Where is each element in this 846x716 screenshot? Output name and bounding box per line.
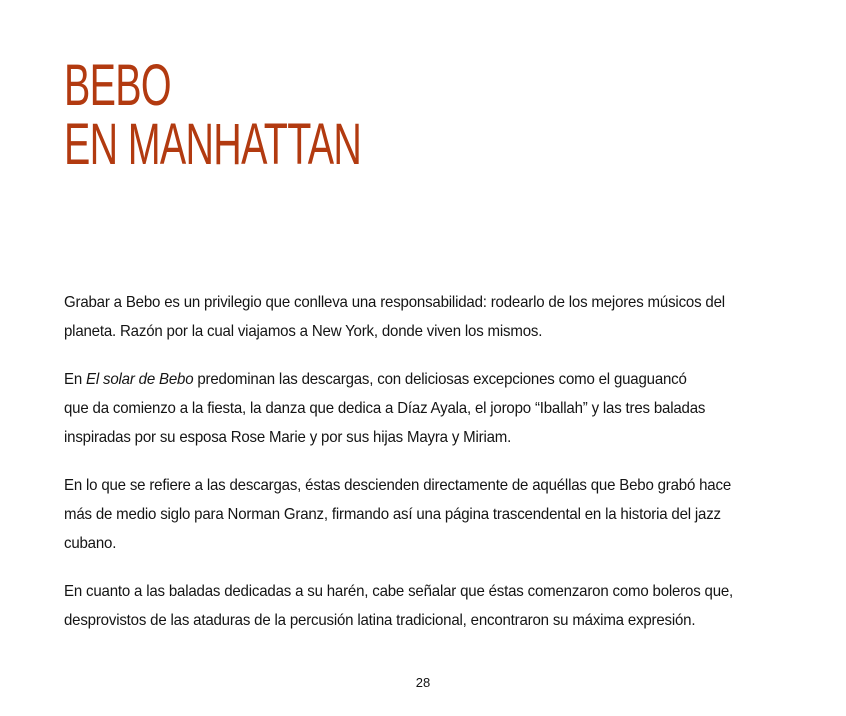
- paragraph-2-line-2: que da comienzo a la fiesta, la danza que dedica a Díaz Ayala, el joropo “Iballah” y las tres baladas: [64, 400, 706, 417]
- paragraph-3-line-3: cubano.: [64, 535, 117, 552]
- paragraph-4: [64, 577, 760, 635]
- paragraph-3: [64, 471, 760, 558]
- paragraph-3-line-2: más de medio siglo para Norman Granz, firmando así una página trascendental en la historia del jazz: [64, 506, 721, 523]
- paragraph-1-line-2: planeta. Razón por la cual viajamos a New York, donde viven los mismos.: [64, 323, 543, 340]
- title-line-2: EN MANHATTAN: [64, 112, 362, 177]
- paragraph-4-line-1: En cuanto a las baladas dedicadas a su harén, cabe señalar que éstas comenzaron como boleros que,: [64, 583, 734, 600]
- paragraph-4-line-2: desprovistos de las ataduras de la percusión latina tradicional, encontraron su máxima expresión.: [64, 612, 696, 629]
- paragraph-2-line-1-start: En: [64, 371, 87, 388]
- page-title: [64, 53, 362, 177]
- paragraph-1: [64, 288, 760, 346]
- paragraph-2-line-1: [64, 365, 760, 394]
- album-title: El solar de Bebo: [86, 371, 194, 388]
- paragraph-1-line-1: Grabar a Bebo es un privilegio que conlleva una responsabilidad: rodearlo de los mejores músicos del: [64, 294, 725, 311]
- paragraph-2: [64, 365, 760, 452]
- paragraph-2-line-3: inspiradas por su esposa Rose Marie y por sus hijas Mayra y Miriam.: [64, 429, 512, 446]
- paragraph-2-line-1-end: predominan las descargas, con deliciosas excepciones como el guaguancó: [193, 371, 687, 388]
- page-number: 28: [415, 675, 431, 690]
- body-text: [64, 288, 804, 654]
- paragraph-3-line-1: En lo que se refiere a las descargas, éstas descienden directamente de aquéllas que Bebo grabó hace: [64, 477, 732, 494]
- title-line-1: BEBO: [64, 53, 171, 118]
